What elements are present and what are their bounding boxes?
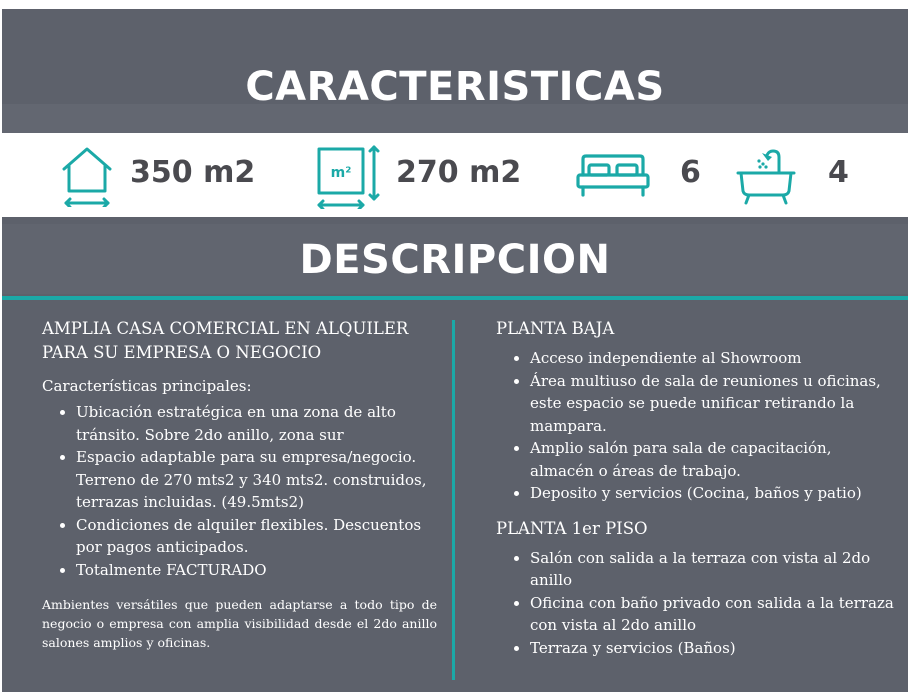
bed-icon <box>575 153 651 199</box>
column-divider <box>452 320 455 680</box>
accent-divider <box>2 296 908 300</box>
list-item: • Espacio adaptable para su empresa/negocio. Terreno de 270 mts2 y 340 mts2. construidos, terrazas incluidas. (49.5mts2) <box>76 446 437 514</box>
description-left-column <box>42 317 437 652</box>
features-title: CARACTERISTICAS <box>245 64 665 110</box>
features-subheading: Características principales: <box>42 377 252 395</box>
stats-bar <box>2 133 908 217</box>
list-item: • Terraza y servicios (Baños) <box>530 637 896 660</box>
description-title: DESCRIPCION <box>299 237 611 283</box>
built-area-icon <box>314 143 384 209</box>
ground-floor-title: PLANTA BAJA <box>496 319 615 338</box>
ground-floor-list <box>496 347 896 505</box>
main-features-list <box>42 401 437 581</box>
list-item: • Totalmente FACTURADO <box>76 559 437 582</box>
listing-heading: AMPLIA CASA COMERCIAL EN ALQUILER PARA SU EMPRESA O NEGOCIO <box>42 319 409 362</box>
list-item: • Ubicación estratégica en una zona de alto tránsito. Sobre 2do anillo, zona sur <box>76 401 437 446</box>
bathtub-icon <box>735 147 797 207</box>
versatility-note: Ambientes versátiles que pueden adaptarse a todo tipo de negocio o empresa con amplia visibilidad desde el 2do anillo salones amplios y oficinas. <box>42 597 437 650</box>
list-item: • Condiciones de alquiler flexibles. Descuentos por pagos anticipados. <box>76 514 437 559</box>
stat-land-area: 350 m2 <box>130 155 256 190</box>
list-item: • Acceso independiente al Showroom <box>530 347 896 370</box>
list-item: • Deposito y servicios (Cocina, baños y patio) <box>530 482 896 505</box>
first-floor-title: PLANTA 1er PISO <box>496 518 648 538</box>
house-area-icon <box>60 145 114 207</box>
svg-text:m²: m² <box>330 165 352 181</box>
stat-bedrooms: 6 <box>680 155 701 190</box>
list-item: • Amplio salón para sala de capacitación, almacén o áreas de trabajo. <box>530 437 896 482</box>
list-item: • Área multiuso de sala de reuniones u oficinas, este espacio se puede unificar retirando la mampara. <box>530 370 896 438</box>
list-item: • Oficina con baño privado con salida a la terraza con vista al 2do anillo <box>530 592 896 637</box>
list-item: • Salón con salida a la terraza con vista al 2do anillo <box>530 547 896 592</box>
stat-bathrooms: 4 <box>828 155 849 190</box>
listing-card <box>2 9 908 692</box>
description-right-column <box>496 317 896 659</box>
first-floor-list <box>496 547 896 660</box>
stat-built-area: 270 m2 <box>396 155 522 190</box>
